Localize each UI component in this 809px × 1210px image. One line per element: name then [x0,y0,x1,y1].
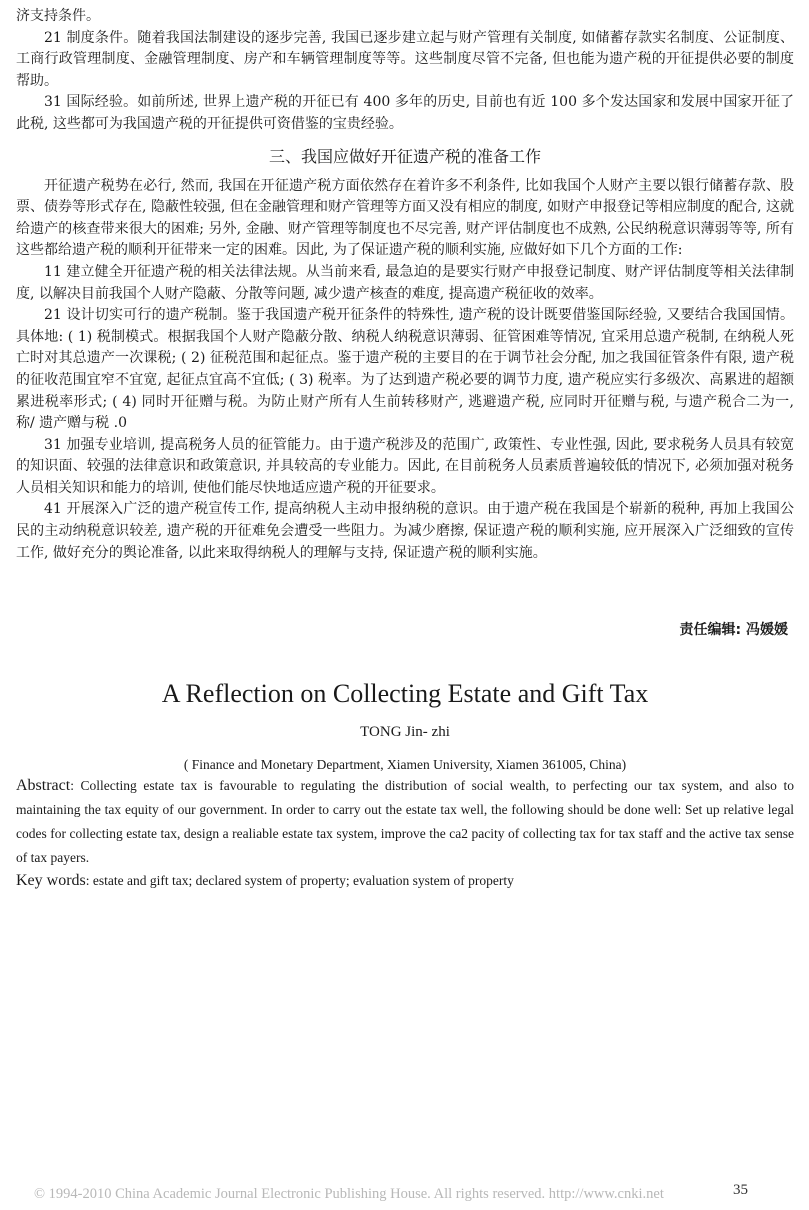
english-keywords [16,870,794,892]
section-heading: 三、我国应做好开征遗产税的准备工作 [268,146,541,166]
paragraph-publicity: 41 开展深入广泛的遗产税宣传工作, 提高纳税人主动申报纳税的意识。由于遗产税在我国是个崭新的税种, 再加上我国公民的主动纳税意识较差, 遗产税的开征难免会遭受一些阻力。为减少磨擦, 保证遗产税的顺利实施, 应开展深入广泛细致的宣传工作, 做好充分的舆论准备, 以此来取得纳税人的理解与支持, 保证遗产税的顺利实施。 [16,501,794,561]
keywords-label: Key words [16,871,86,889]
editor-credit: 责任编辑: 冯媛媛 [679,622,788,639]
copyright-footer: © 1994-2010 China Academic Journal Electronic Publishing House. All rights reserved. http://www.cnki.net [34,1186,664,1202]
keywords-text: : estate and gift tax; declared system of property; evaluation system of property [85,872,514,888]
paragraph-tax-design: 21 设计切实可行的遗产税制。鉴于我国遗产税开征条件的特殊性, 遗产税的设计既要借鉴国际经验, 又要结合我国国情。具体地: ( 1) 税制模式。根据我国个人财产隐蔽分散、纳税人纳税意识薄弱、征管困难等情况, 宜采用总遗产税制, 在纳税人死亡时对其总遗产一次课税; ( 2) 征税范围和起征点。鉴于遗产税的主要目的在于调节社会分配, 加之我国征管条件有限, 遗产税的征收范围宜窄不宜宽, 起征点宜高不宜低; ( 3) 税率。为了达到遗产税必要的调节力度, 遗产税应实行多级次、高累进的超额累进税率形式; ( 4) 同时开征赠与税。为防止财产所有人生前转移财产, 逃避遗产税, 应同时开征赠与税, 与遗产税合二为一, 称/ 遗产赠与税 .0 [16,307,794,432]
article-page [16,6,794,892]
english-abstract [16,774,794,870]
paragraph-staff-training: 31 加强专业培训, 提高税务人员的征管能力。由于遗产税涉及的范围广, 政策性、专业性强, 因此, 要求税务人员具有较宽的知识面、较强的法律意识和政策意识, 并具较高的专业能力。因此, 在目前税务人员素质普遍较低的情况下, 必须加强对税务人员相关知识和能力的培训, 使他们能尽快地适应遗产税的开征要求。 [16,436,794,496]
paragraph-intro-tail: 济支持条件。 [16,8,100,24]
paragraph-preparation-intro: 开征遗产税势在必行, 然而, 我国在开征遗产税方面依然存在着许多不利条件, 比如我国个人财产主要以银行储蓄存款、股票、债券等形式存在, 隐蔽性较强, 但在金融管理和财产管理等方面又没有相应的制度, 如财产申报登记等相应制度的配合, 这就给遗产的核查带来很大的困难; 另外, 金融、财产管理等制度也不尽完善, 财产评估制度也不成熟, 公民纳税意识薄弱等等, 所有这些都给遗产税的顺利开征带来一定的困难。因此, 为了保证遗产税的顺利实施, 应做好如下几个方面的工作: [16,177,794,259]
english-title: A Reflection on Collecting Estate and Gift Tax [161,678,649,708]
paragraph-institutional-conditions: 21 制度条件。随着我国法制建设的逐步完善, 我国已逐步建立起与财产管理有关制度, 如储蓄存款实名制度、公证制度、工商行政管理制度、金融管理制度、房产和车辆管理制度等等。这些制度尽管不完备, 但也能为遗产税的开征提供必要的制度帮助。 [16,29,794,89]
paragraph-legal-codes: 11 建立健全开征遗产税的相关法律法规。从当前来看, 最急迫的是要实行财产申报登记制度、财产评估制度等相关法律制度, 以解决目前我国个人财产隐蔽、分散等问题, 减少遗产核查的难度, 提高遗产税征收的效率。 [16,263,794,302]
english-affiliation: ( Finance and Monetary Department, Xiamen University, Xiamen 361005, China) [183,756,627,772]
english-author: TONG Jin- zhi [360,723,450,740]
abstract-text: : Collecting estate tax is favourable to regulating the distribution of social wealth, to perfecting our tax system, and also to maintaining the tax equity of our government. In order to carry out the estate tax well, the following should be done well: Set up relative legal codes for collecting estate tax, design a realiable estate tax system, improve the ca2 pacity of collecting tax for tax staff and the active tax sense of tax payers. [16,777,794,865]
abstract-label: Abstract [16,776,71,794]
paragraph-international-experience: 31 国际经验。如前所述, 世界上遗产税的开征已有 400 多年的历史, 目前也有近 100 多个发达国家和发展中国家开征了此税, 这些都可为我国遗产税的开征提供可资借鉴的宝贵经验。 [16,94,794,132]
page-number: 35 [733,1182,748,1198]
